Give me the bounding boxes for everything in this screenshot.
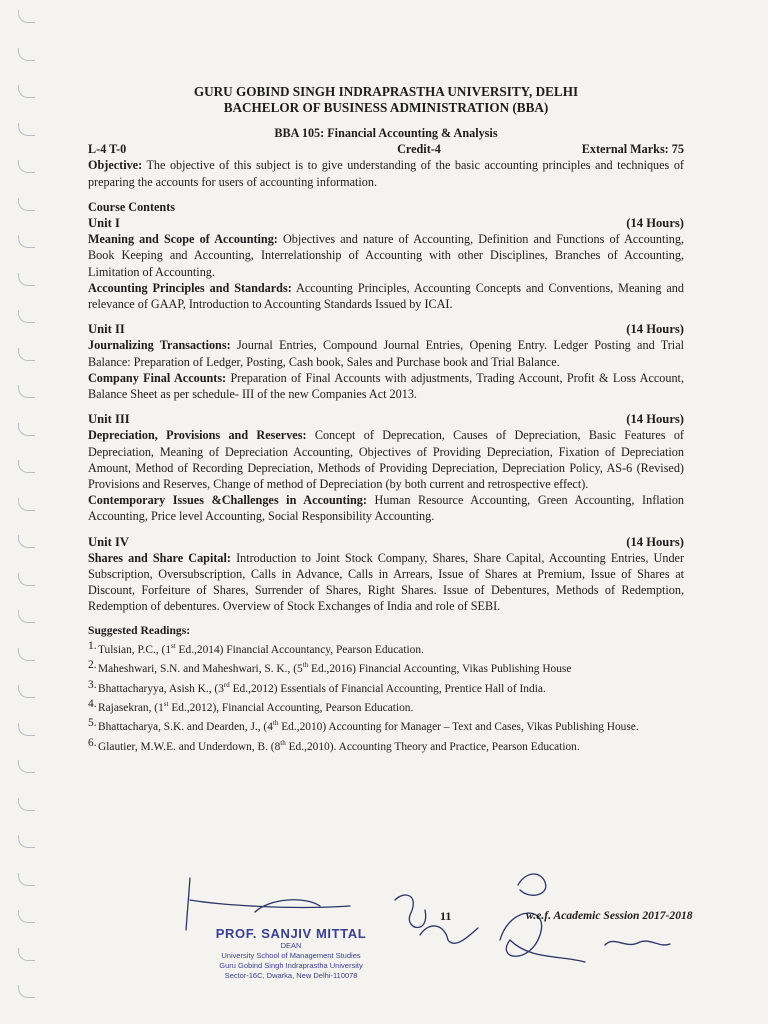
stamp-title: DEAN (280, 941, 302, 950)
binder-holes (0, 0, 44, 1024)
topic-label: Accounting Principles and Standards: (88, 280, 292, 295)
reading-text-start: Rajasekran, (1 (98, 701, 164, 714)
binder-hole (18, 10, 35, 23)
binder-hole (18, 873, 35, 886)
reading-number: 6. (88, 736, 97, 749)
reading-number: 1. (88, 639, 97, 652)
edition-suffix: th (302, 661, 309, 670)
binder-hole (18, 760, 35, 773)
program-title: BACHELOR OF BUSINESS ADMINISTRATION (BBA) (223, 100, 549, 115)
readings-list (88, 639, 684, 755)
binder-hole (18, 198, 35, 211)
reading-item (88, 716, 684, 735)
objective-label: Objective: (88, 158, 143, 173)
edition-suffix: st (171, 641, 176, 650)
unit-section (88, 215, 684, 312)
binder-hole (18, 798, 35, 811)
binder-hole (18, 310, 35, 323)
binder-hole (18, 423, 35, 436)
reading-item (88, 697, 684, 716)
unit-topic (88, 280, 684, 312)
topic-label: Journalizing Transactions: (88, 338, 231, 353)
unit-header (88, 534, 684, 550)
reading-text-start: Glautier, M.W.E. and Underdown, B. (8 (98, 740, 281, 753)
stamp-line3: Sector-16C, Dwarka, New Delhi-110078 (224, 971, 358, 980)
course-title: BBA 105: Financial Accounting & Analysis (274, 126, 498, 140)
unit-hours: (14 Hours) (626, 534, 684, 549)
reading-item (88, 639, 684, 658)
binder-hole (18, 948, 35, 961)
binder-hole (18, 573, 35, 586)
unit-title: Unit II (88, 322, 125, 337)
binder-hole (18, 460, 35, 473)
page-number: 11 (440, 909, 452, 923)
topic-label: Meaning and Scope of Accounting: (88, 232, 278, 247)
unit-topic (88, 427, 684, 492)
reading-text-start: Bhattacharya, S.K. and Dearden, J., (4 (98, 721, 273, 734)
university-title: GURU GOBIND SINGH INDRAPRASTHA UNIVERSITY, DELHI (193, 84, 579, 99)
binder-hole (18, 723, 35, 736)
reading-number: 3. (88, 678, 97, 691)
reading-text-start: Bhattacharyya, Asish K., (3 (98, 682, 224, 695)
binder-hole (18, 498, 35, 511)
reading-text (98, 697, 684, 716)
topic-label: Contemporary Issues &Challenges in Accounting: (88, 493, 367, 508)
stamp-line1: University School of Management Studies (221, 951, 361, 960)
unit-header (88, 215, 684, 231)
binder-hole (18, 48, 35, 61)
course-contents-heading: Course Contents (88, 199, 176, 214)
credit-label: Credit-4 (397, 142, 441, 157)
unit-topic (88, 231, 684, 280)
unit-topic (88, 492, 684, 524)
reading-text (98, 736, 684, 755)
stamp-line2: Guru Gobind Singh Indraprastha University (219, 961, 363, 970)
reading-item (88, 658, 684, 677)
objective (88, 157, 684, 189)
binder-hole (18, 535, 35, 548)
binder-hole (18, 348, 35, 361)
binder-hole (18, 85, 35, 98)
unit-hours: (14 Hours) (626, 216, 684, 231)
reading-text (98, 639, 684, 658)
reading-text-end: Ed.,2016) Financial Accounting, Vikas Publishing House (308, 663, 572, 676)
unit-section (88, 525, 684, 615)
edition-suffix: st (163, 700, 169, 709)
topic-label: Shares and Share Capital: (88, 550, 231, 565)
topic-text: Journal Entries, Compound Journal Entries, Opening Entry. Ledger Posting and Trial Balance: Preparation of Ledger, Posting, Cash book, Sales and Purchase book and Trial Balance. (88, 338, 684, 369)
reading-item (88, 678, 684, 697)
unit-title: Unit I (88, 216, 120, 231)
topic-text: Human Resource Accounting, Green Accounting, Inflation Accounting, Price level Accounting, Social Responsibility Accounting. (88, 493, 685, 524)
binder-hole (18, 985, 35, 998)
topic-text: Accounting Principles, Accounting Concepts and Conventions, Meaning and relevance of GAAP, Introduction to Accounting Standards Issued by ICAI. (88, 280, 684, 312)
reading-text-end: Ed.,2012) Essentials of Financial Accounting, Prentice Hall of India. (229, 682, 546, 695)
binder-hole (18, 123, 35, 136)
unit-header (88, 321, 684, 337)
reading-text-start: Maheshwari, S.N. and Maheshwari, S. K., (5 (98, 663, 303, 676)
edition-suffix: th (280, 738, 286, 747)
topic-label: Depreciation, Provisions and Reserves: (88, 428, 307, 443)
unit-section (88, 402, 684, 524)
topic-label: Company Final Accounts: (88, 370, 227, 385)
reading-item (88, 736, 684, 755)
binder-hole (18, 910, 35, 923)
reading-text (98, 658, 684, 677)
objective-text: The objective of this subject is to give understanding of the basic accounting principles and techniques of preparing the accounts for users of accounting information. (88, 158, 684, 189)
reading-number: 2. (88, 659, 97, 672)
syllabus-page (88, 84, 684, 755)
reading-number: 5. (88, 717, 97, 730)
unit-section (88, 312, 684, 402)
reading-text-end: Ed.,2012), Financial Accounting, Pearson Education. (168, 701, 414, 714)
reading-text-end: Ed.,2010) Accounting for Manager – Text and Cases, Vikas Publishing House. (278, 721, 639, 734)
unit-hours: (14 Hours) (626, 412, 684, 427)
unit-title: Unit IV (88, 534, 129, 549)
stamp-name: PROF. SANJIV MITTAL (215, 926, 367, 941)
unit-title: Unit III (88, 412, 130, 427)
unit-header (88, 411, 684, 427)
binder-hole (18, 835, 35, 848)
reading-number: 4. (88, 698, 97, 711)
topic-text: Preparation of Final Accounts with adjustments, Trading Account, Profit & Loss Account, Balance Sheet as per schedule- III of the new Companies Act 2013. (88, 370, 684, 402)
topic-text: Objectives and nature of Accounting, Definition and Functions of Accounting, Book Keeping and Accounting, Interrelationship of Accounting with other Disciplines, Branches of Accounting, Limitation of Accounting. (88, 232, 684, 279)
dean-stamp (186, 926, 396, 981)
lt-label: L-4 T-0 (88, 142, 127, 157)
binder-hole (18, 235, 35, 248)
reading-text-end: Ed.,2010). Accounting Theory and Practice, Pearson Education. (285, 740, 580, 753)
edition-suffix: rd (223, 680, 230, 689)
topic-text: Concept of Deprecation, Causes of Depreciation, Basic Features of Depreciation, Meaning of Depreciation Accounting, Objectives of Providing Depreciation, Fixation of Depreciation Amount, Method of Recording Depreciation, Methods of Providing Depreciation, Depreciation Policy, AS-6 (Revised) Provisions and Reserves, Change of method of Depreciation (by both current and retrospective effect). (88, 428, 684, 492)
readings-heading: Suggested Readings: (88, 623, 191, 637)
units-container (88, 215, 684, 615)
topic-text: Introduction to Joint Stock Company, Shares, Share Capital, Accounting Entries, Under Subscription, Oversubscription, Calls in Advance, Calls in Arrears, Issue of Shares at Premium, Issue of Shares at Discount, Forfeiture of Shares, Surrender of Shares, Right Shares. Issue of Debentures, Methods of Redemption, Redemption of debentures. Overview of Stock Exchanges of India and role of SEBI. (88, 550, 685, 614)
unit-topic (88, 370, 684, 402)
reading-text-end: Ed.,2014) Financial Accountancy, Pearson Education. (175, 643, 424, 656)
reading-text (98, 678, 684, 697)
binder-hole (18, 385, 35, 398)
reading-text-start: Tulsian, P.C., (1 (98, 643, 172, 656)
reading-text (98, 716, 684, 735)
binder-hole (18, 160, 35, 173)
unit-topic (88, 550, 684, 615)
unit-hours: (14 Hours) (626, 322, 684, 337)
course-meta (88, 141, 684, 157)
edition-suffix: th (272, 719, 279, 728)
binder-hole (18, 648, 35, 661)
binder-hole (18, 273, 35, 286)
marks-label: External Marks: 75 (581, 142, 684, 157)
effective-session: w.e.f. Academic Session 2017-2018 (526, 909, 693, 922)
binder-hole (18, 685, 35, 698)
binder-hole (18, 610, 35, 623)
unit-topic (88, 337, 684, 369)
